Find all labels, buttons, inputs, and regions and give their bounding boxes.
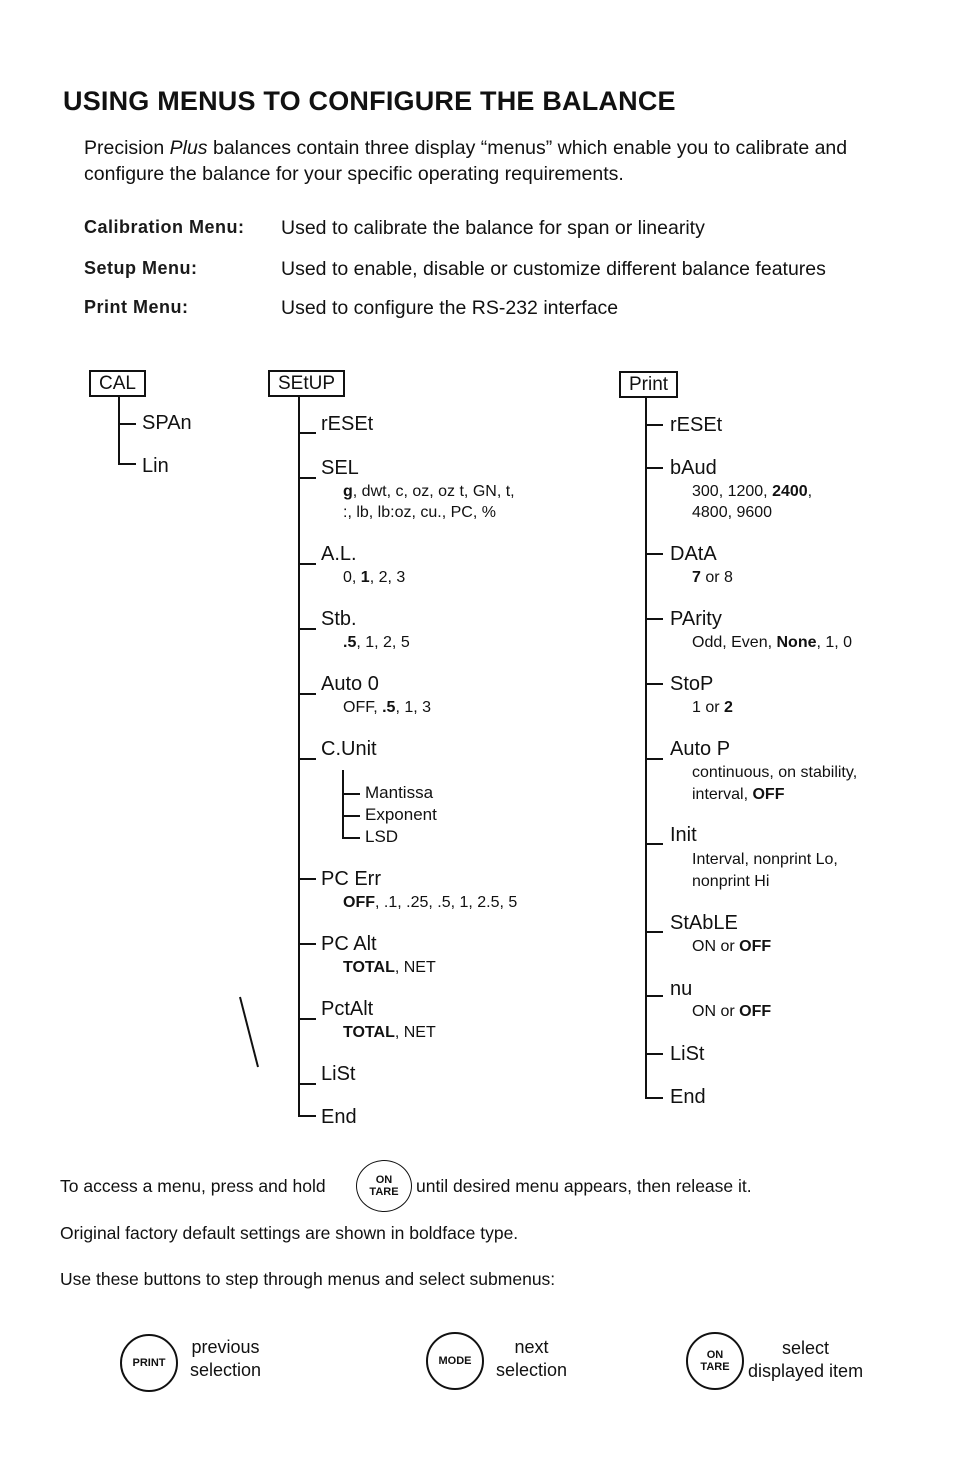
setup-item-pcerr: PC Err xyxy=(321,868,381,890)
print-baud-options-2: 4800, 9600 xyxy=(692,504,773,521)
print-branch xyxy=(645,931,663,933)
print-item-stop: StoP xyxy=(670,673,714,695)
setup-menu-label: Setup Menu: xyxy=(84,258,198,278)
setup-al-options: 0, 1, 2, 3 xyxy=(343,569,406,586)
print-branch xyxy=(645,1053,663,1055)
setup-item-auto0: Auto 0 xyxy=(321,673,379,695)
cal-branch xyxy=(118,423,136,425)
setup-branch xyxy=(298,1115,316,1117)
print-item-baud: bAud xyxy=(670,457,717,479)
print-nu-options: ON or OFF xyxy=(692,1003,772,1020)
setup-branch xyxy=(298,477,316,479)
setup-pctalt-options: TOTAL, NET xyxy=(343,1024,436,1041)
setup-menu-text: Used to enable, disable or customize different balance features xyxy=(281,258,826,280)
buttons-intro: Use these buttons to step through menus and select submenus: xyxy=(60,1269,556,1289)
print-item-autop: Auto P xyxy=(670,738,731,760)
print-branch xyxy=(645,1097,663,1099)
setup-menu-header: SEtUP xyxy=(268,370,345,397)
setup-pcalt-options: TOTAL, NET xyxy=(343,959,436,976)
print-init-options: Interval, nonprint Lo, xyxy=(692,851,838,868)
cunit-branch xyxy=(342,793,360,795)
cal-branch xyxy=(118,463,136,465)
print-stop-options: 1 or 2 xyxy=(692,699,733,716)
setup-item-pcalt: PC Alt xyxy=(321,933,377,955)
cunit-tree-line xyxy=(342,770,344,838)
setup-pcerr-options: OFF, .1, .25, .5, 1, 2.5, 5 xyxy=(343,894,518,911)
setup-sel-options: g, dwt, c, oz, oz t, GN, t, xyxy=(343,483,515,500)
setup-branch xyxy=(298,432,316,434)
mode-button-label: next selection xyxy=(496,1337,568,1380)
setup-stb-options: .5, 1, 2, 5 xyxy=(343,634,410,651)
setup-branch xyxy=(298,628,316,630)
setup-branch xyxy=(298,1083,316,1085)
cunit-branch xyxy=(342,837,360,839)
print-stable-options: ON or OFF xyxy=(692,938,772,955)
setup-item-stb: Stb. xyxy=(321,608,357,630)
cunit-mantissa: Mantissa xyxy=(365,783,434,802)
print-menu-text: Used to configure the RS-232 interface xyxy=(281,297,619,319)
access-note-end: until desired menu appears, then release it. xyxy=(416,1176,752,1196)
on-tare-button-label: select displayed item xyxy=(748,1338,864,1381)
print-button-icon: PRINT xyxy=(120,1334,178,1392)
print-item-parity: PArity xyxy=(670,608,722,630)
setup-item-pctalt: PctAlt xyxy=(321,998,374,1020)
setup-item-list: LiSt xyxy=(321,1063,356,1085)
setup-branch xyxy=(298,878,316,880)
calibration-menu-text: Used to calibrate the balance for span or linearity xyxy=(281,217,705,239)
mode-button-icon: MODE xyxy=(426,1332,484,1390)
setup-item-reset: rESEt xyxy=(321,413,374,435)
setup-auto0-options: OFF, .5, 1, 3 xyxy=(343,699,432,716)
setup-branch xyxy=(298,1018,316,1020)
cal-tree-line xyxy=(118,396,120,464)
cunit-branch xyxy=(342,815,360,817)
setup-tree-line xyxy=(298,396,300,1116)
page-title: USING MENUS TO CONFIGURE THE BALANCE xyxy=(63,86,676,116)
print-branch xyxy=(645,618,663,620)
scan-mark xyxy=(236,995,266,1075)
on-tare-icon: ON TARE xyxy=(356,1160,412,1212)
access-note-start: To access a menu, press and hold xyxy=(60,1176,326,1196)
setup-branch xyxy=(298,758,316,760)
setup-sel-options-2: :, lb, lb:oz, cu., PC, % xyxy=(343,504,496,521)
print-item-data: DAtA xyxy=(670,543,717,565)
print-item-stable: StAbLE xyxy=(670,912,738,934)
print-tree-line xyxy=(645,397,647,1099)
print-autop-options-2: interval, OFF xyxy=(692,786,785,803)
setup-branch xyxy=(298,693,316,695)
print-menu-header: Print xyxy=(619,371,678,398)
setup-item-sel: SEL xyxy=(321,457,359,479)
print-item-init: Init xyxy=(670,824,697,846)
print-branch xyxy=(645,995,663,997)
print-parity-options: Odd, Even, None, 1, 0 xyxy=(692,634,853,651)
print-item-reset: rESEt xyxy=(670,414,723,436)
cal-menu-header: CAL xyxy=(89,370,146,397)
setup-branch xyxy=(298,563,316,565)
print-item-end: End xyxy=(670,1086,706,1108)
setup-branch xyxy=(298,943,316,945)
cal-item-span: SPAn xyxy=(142,412,192,434)
print-autop-options: continuous, on stability, xyxy=(692,764,858,781)
print-branch xyxy=(645,758,663,760)
setup-item-al: A.L. xyxy=(321,543,357,565)
plus-italic: Plus xyxy=(169,137,208,159)
setup-item-end: End xyxy=(321,1106,357,1128)
print-button-label: previous selection xyxy=(190,1337,262,1380)
defaults-note: Original factory default settings are shown in boldface type. xyxy=(60,1223,519,1243)
print-init-options-2: nonprint Hi xyxy=(692,873,770,890)
print-branch xyxy=(645,553,663,555)
print-branch xyxy=(645,424,663,426)
print-baud-options: 300, 1200, 2400, xyxy=(692,483,813,500)
cunit-lsd: LSD xyxy=(365,827,399,846)
print-item-list: LiSt xyxy=(670,1043,705,1065)
on-tare-button-icon: ON TARE xyxy=(686,1332,744,1390)
setup-item-cunit: C.Unit xyxy=(321,738,377,760)
print-branch xyxy=(645,467,663,469)
print-data-options: 7 or 8 xyxy=(692,569,733,586)
calibration-menu-label: Calibration Menu: xyxy=(84,217,245,237)
print-branch xyxy=(645,843,663,845)
intro-paragraph: Precision Plus balances contain three display “menus” which enable you to calibrate and configure the balance for your specific operating requirements. xyxy=(84,137,848,185)
print-branch xyxy=(645,683,663,685)
cunit-exponent: Exponent xyxy=(365,805,437,824)
cal-item-lin: Lin xyxy=(142,455,169,477)
print-menu-label: Print Menu: xyxy=(84,297,189,317)
print-item-nu: nu xyxy=(670,978,693,1000)
